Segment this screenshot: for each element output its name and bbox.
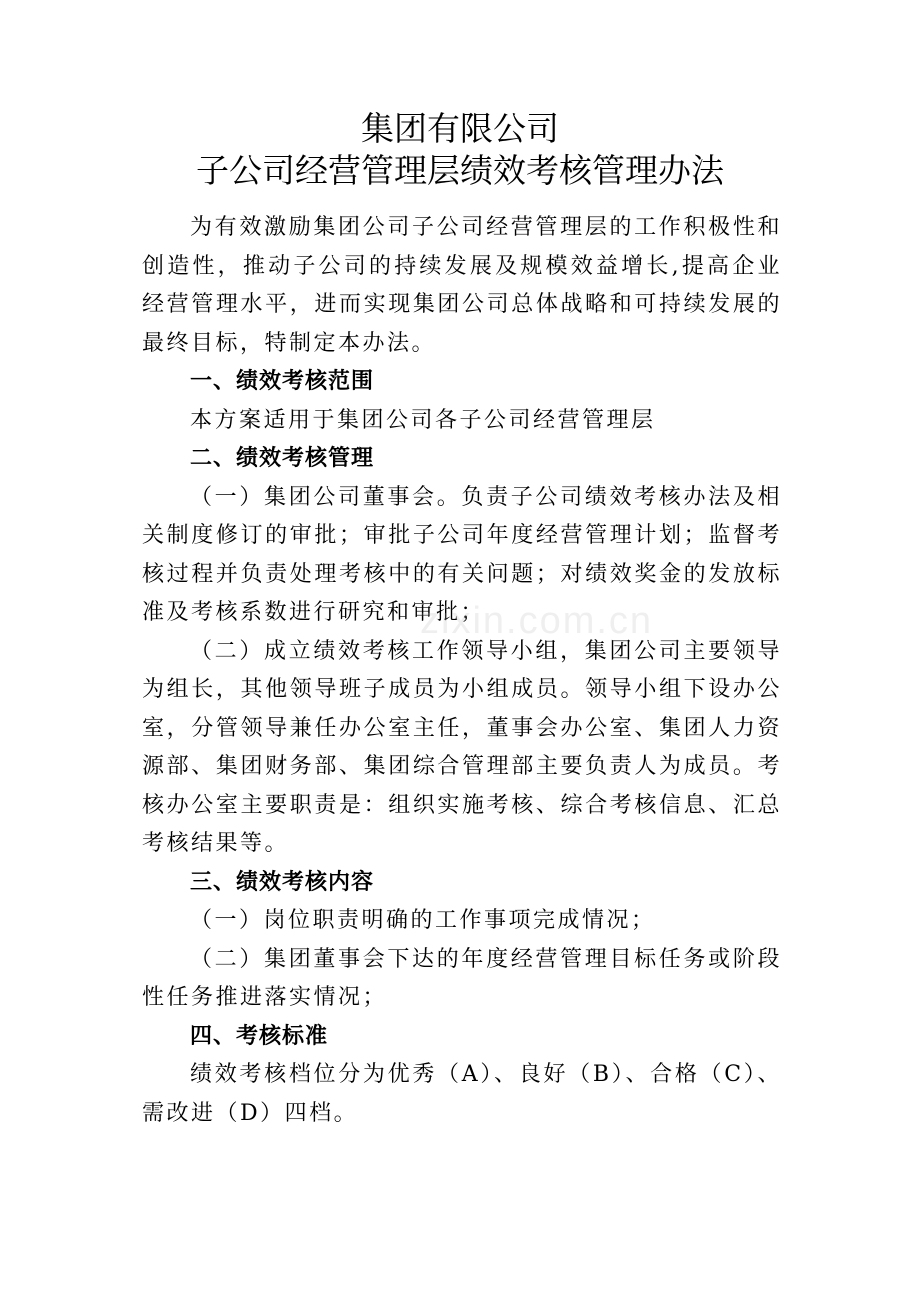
title-line-company: 集团有限公司 <box>361 109 559 148</box>
content-item-duties: （一）岗位职责明确的工作事项完成情况； <box>190 908 656 933</box>
section-heading-content: 三、绩效考核内容 <box>190 869 375 895</box>
section-heading-management: 二、绩效考核管理 <box>190 446 375 471</box>
scope-paragraph: 本方案适用于集团公司各子公司经营管理层 <box>190 407 656 433</box>
section-heading-standards: 四、考核标准 <box>190 1023 329 1049</box>
content-item-targets: （二）集团董事会下达的年度经营管理目标任务或阶段性任务推进落实情况； <box>142 946 782 1010</box>
management-item-group: （二）成立绩效考核工作领导小组，集团公司主要领导为组长，其他领导班子成员为小组成员。领导小组下设办公室，分管领导兼任办公室主任，董事会办公室、集团人力资源部、集团财务部、集团综合管理部主要负责人为成员。考核办公室主要职责是：组织实施考核、综合考核信息、汇总考核结果等。 <box>142 638 782 856</box>
document-body <box>142 209 782 1133</box>
document-title <box>0 108 920 192</box>
title-line-subject: 子公司经营管理层绩效考核管理办法 <box>196 151 724 190</box>
intro-paragraph: 为有效激励集团公司子公司经营管理层的工作积极性和创造性，推动子公司的持续发展及规模效益增长,提高企业经营管理水平，进而实现集团公司总体战略和可持续发展的最终目标，特制定本办法。 <box>142 215 782 356</box>
section-heading-scope: 一、绩效考核范围 <box>190 369 375 394</box>
standards-paragraph: 绩效考核档位分为优秀（A）、良好（B）、合格（C）、需改进（D）四档。 <box>142 1062 782 1126</box>
management-item-board: （一）集团公司董事会。负责子公司绩效考核办法及相关制度修订的审批；审批子公司年度经营管理计划；监督考核过程并负责处理考核中的有关问题；对绩效奖金的发放标准及考核系数进行研究和审批； <box>142 484 782 625</box>
watermark: zixin.com.cn <box>420 600 654 642</box>
